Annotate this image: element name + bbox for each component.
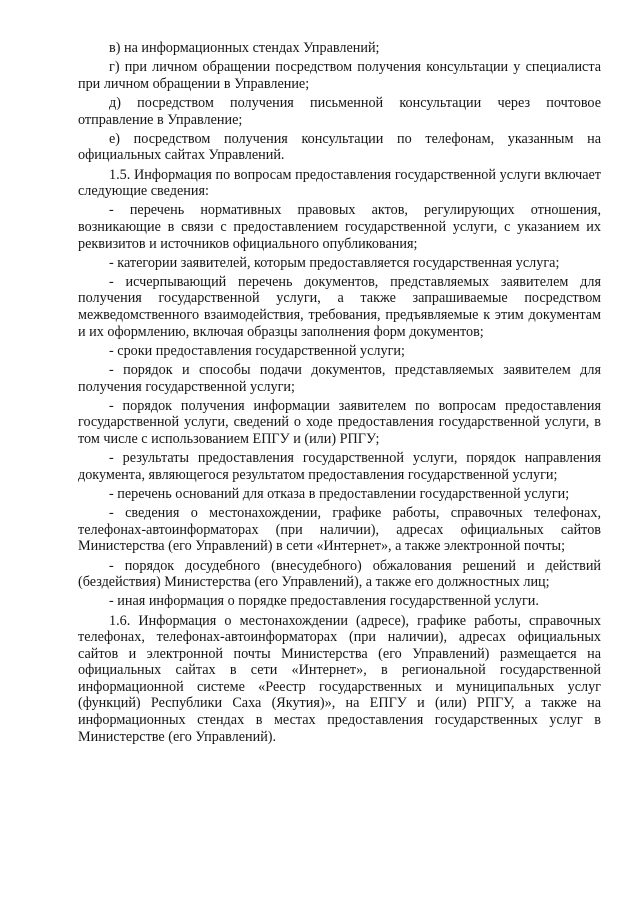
paragraph-bullet-location-info: - сведения о местонахождении, графике работы, справочных телефонах, телефонах-автоинформаторах (при наличии), адресах официальных сайтов Министерства (его Управлений) в сети «Интернет», а также электронной почты; bbox=[78, 505, 601, 555]
paragraph-bullet-submission-procedure: - порядок и способы подачи документов, представляемых заявителем для получения государственной услуги; bbox=[78, 362, 601, 395]
paragraph-item-g: г) при личном обращении посредством получения консультации у специалиста при личном обращении в Управление; bbox=[78, 59, 601, 92]
paragraph-bullet-refusal-grounds: - перечень оснований для отказа в предоставлении государственной услуги; bbox=[109, 485, 570, 502]
paragraph-item-e: е) посредством получения консультации по телефонам, указанным на официальных сайтах Управлений. bbox=[78, 130, 601, 164]
paragraph-section-1-5: 1.5. Информация по вопросам предоставления государственной услуги включает следующие сведения: bbox=[78, 166, 601, 200]
paragraph-bullet-document-list: - исчерпывающий перечень документов, представляемых заявителем для получения государственной услуги, а также запрашиваемые посредством межведомственного взаимодействия, требования, предъявляемые к этим документам и их оформлению, включая образцы заполнения форм документов; bbox=[78, 273, 601, 340]
paragraph-bullet-results: - результаты предоставления государственной услуги, порядок направления документа, являющегося результатом предоставления государственной услуги; bbox=[78, 450, 601, 483]
paragraph-bullet-applicant-categories: - категории заявителей, которым предоставляется государственная услуга; bbox=[109, 254, 560, 271]
paragraph-bullet-deadlines: - сроки предоставления государственной услуги; bbox=[109, 342, 405, 359]
paragraph-bullet-legal-acts: - перечень нормативных правовых актов, регулирующих отношения, возникающие в связи с предоставлением государственной услуги, с указанием их реквизитов и источников официального опубликования; bbox=[78, 202, 601, 252]
paragraph-item-v: в) на информационных стендах Управлений; bbox=[109, 40, 380, 56]
paragraph-bullet-information-procedure: - порядок получения информации заявителем по вопросам предоставления государственной услуги, сведений о ходе предоставления государственной услуги, в том числе с использованием ЕПГУ и (или) РПГУ; bbox=[78, 397, 601, 447]
paragraph-bullet-appeal-procedure: - порядок досудебного (внесудебного) обжалования решений и действий (бездействия) Министерства (его Управлений), а также его должностных лиц; bbox=[78, 557, 601, 591]
paragraph-item-d: д) посредством получения письменной консультации через почтовое отправление в Управление; bbox=[78, 94, 601, 128]
paragraph-bullet-other-info: - иная информация о порядке предоставления государственной услуги. bbox=[109, 593, 539, 610]
paragraph-section-1-6: 1.6. Информация о местонахождении (адресе), графике работы, справочных телефонах, телефонах-автоинформаторах (при наличии), адресах официальных сайтов и электронной почты Министерства (его Управлений) размещается на официальных сайтах в сети «Интернет», в региональной государственной информационной системе «Реестр государственных и муниципальных услуг (функций) Республики Саха (Якутия)», на ЕПГУ и (или) РПГУ, а также на информационных стендах в местах предоставления государственных услуг в Министерстве (его Управлений). bbox=[78, 612, 601, 745]
document-body bbox=[78, 40, 601, 748]
